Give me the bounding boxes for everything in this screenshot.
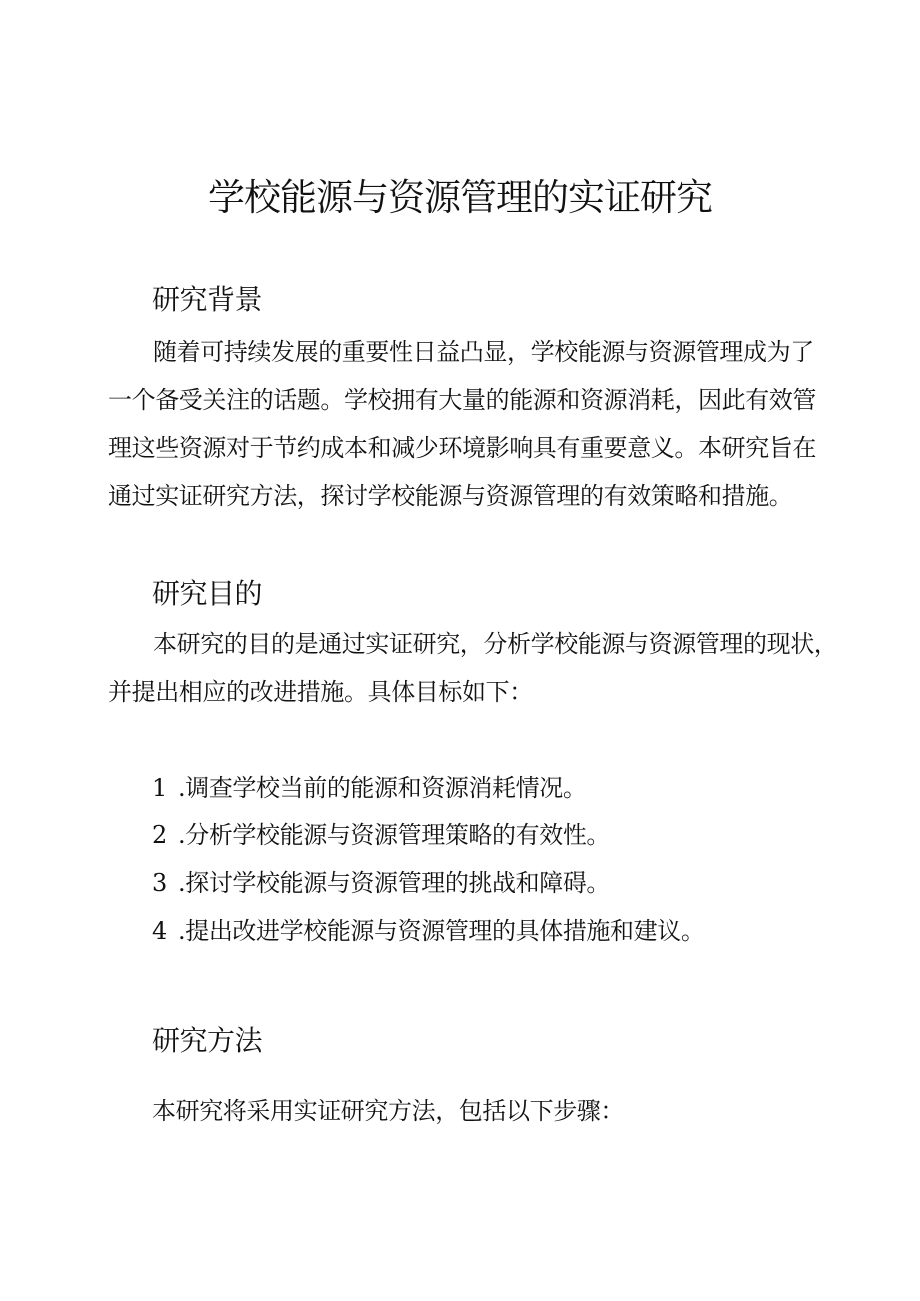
list-item-number: 2 xyxy=(152,821,167,849)
list-item-text: .分析学校能源与资源管理策略的有效性。 xyxy=(178,821,611,849)
paragraph-line: 随着可持续发展的重要性日益凸显，学校能源与资源管理成为了 xyxy=(153,338,814,366)
list-item-number: 1 xyxy=(152,774,167,802)
list-item-text: .提出改进学校能源与资源管理的具体措施和建议。 xyxy=(178,917,705,945)
list-item-number: 4 xyxy=(152,917,167,945)
paragraph-line: 理这些资源对于节约成本和减少环境影响具有重要意义。本研究旨在 xyxy=(108,434,816,462)
paragraph-line: 一个备受关注的话题。学校拥有大量的能源和资源消耗，因此有效管 xyxy=(108,386,816,414)
paragraph-line: 通过实证研究方法，探讨学校能源与资源管理的有效策略和措施。 xyxy=(108,482,793,510)
paragraph-line: 本研究将采用实证研究方法，包括以下步骤： xyxy=(152,1097,624,1125)
section-heading-method: 研究方法 xyxy=(152,1024,263,1057)
background-paragraph xyxy=(108,328,820,520)
list-item xyxy=(152,771,586,805)
document-title: 学校能源与资源管理的实证研究 xyxy=(208,176,712,219)
list-item xyxy=(152,818,610,852)
section-heading-purpose: 研究目的 xyxy=(152,577,263,610)
list-item-number: 3 xyxy=(152,869,167,897)
method-paragraph xyxy=(152,1087,864,1135)
list-item xyxy=(152,914,704,948)
list-item xyxy=(152,866,610,900)
paragraph-line: 并提出相应的改进措施。具体目标如下： xyxy=(108,678,533,706)
purpose-paragraph xyxy=(108,620,838,716)
list-item-text: .探讨学校能源与资源管理的挑战和障碍。 xyxy=(178,869,611,897)
paragraph-line: 本研究的目的是通过实证研究，分析学校能源与资源管理的现状， xyxy=(153,630,838,658)
section-heading-background: 研究背景 xyxy=(152,283,263,316)
list-item-text: .调查学校当前的能源和资源消耗情况。 xyxy=(178,774,587,802)
